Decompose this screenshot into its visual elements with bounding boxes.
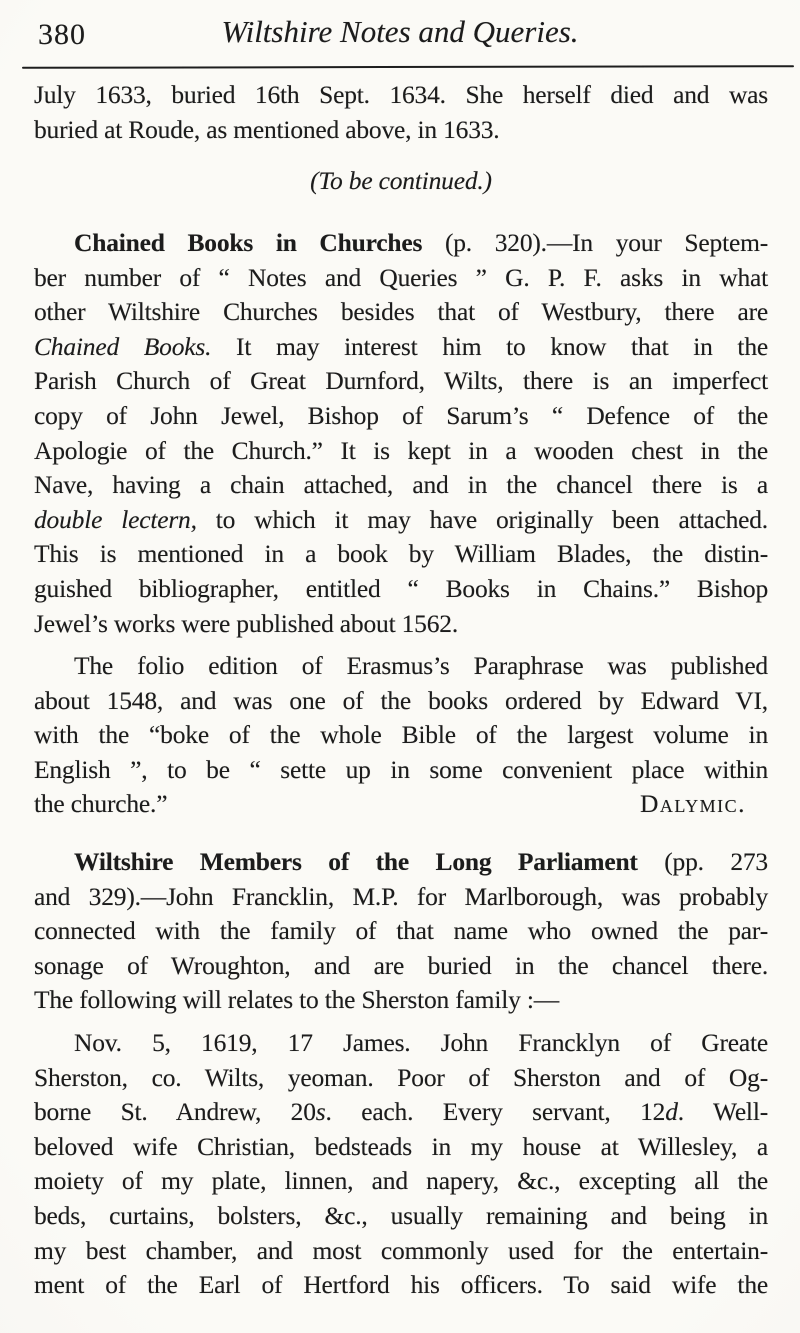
text-run: This is mentioned in a book by William Blades, the distin- — [34, 539, 768, 569]
bold-text-run: Wiltshire Members of the Long Parliament — [74, 847, 638, 876]
text-line — [34, 880, 768, 915]
text-line — [34, 684, 768, 719]
text-line — [34, 1199, 768, 1234]
text-run: The following will relates to the Sherston family :— — [34, 985, 560, 1015]
text-run: English ”, to be “ sette up in some convenient place within — [34, 754, 768, 784]
text-run: sonage of Wroughton, and are buried in the chancel there. — [34, 950, 768, 980]
text-run: (p. 320).—In your Septem- — [422, 228, 769, 257]
italic-text-run: double lectern, — [34, 504, 197, 534]
text-line — [34, 845, 768, 880]
text-run: about 1548, and was one of the books ordered by Edward VI, — [34, 685, 768, 715]
text-line — [34, 649, 768, 684]
text-run: connected with the family of that name who owned the par- — [34, 916, 768, 946]
text-run: with the “boke of the whole Bible of the largest volume in — [34, 720, 768, 750]
text-run: copy of John Jewel, Bishop of Sarum’s “ Defence of the — [34, 400, 768, 430]
text-run: beds, curtains, bolsters, &c., usually remaining and being in — [34, 1200, 768, 1230]
text-run: beloved wife Christian, bedsteads in my house at Willesley, a — [34, 1131, 768, 1161]
text-line — [34, 78, 768, 113]
continued-note — [34, 164, 768, 199]
text-run: Parish Church of Great Durnford, Wilts, there is an imperfect — [34, 366, 768, 396]
text-run: Sherston, co. Wilts, yeoman. Poor of Sherston and of Og- — [34, 1062, 768, 1092]
text-run: Apologie of the Church.” It is kept in a wooden chest in the — [34, 435, 768, 465]
article-chained-books — [34, 226, 768, 641]
text-run: Nave, having a chain attached, and in the chancel there is a — [34, 470, 768, 500]
text-run: ment of the Earl of Hertford his officers. To said wife the — [34, 1270, 768, 1300]
text-run: and 329).—John Francklin, M.P. for Marlborough, was probably — [34, 881, 768, 911]
italic-text-run: (To be continued.) — [310, 166, 492, 195]
text-line — [34, 164, 768, 199]
text-line — [34, 914, 768, 949]
text-line — [34, 983, 768, 1018]
text-line — [34, 1095, 768, 1130]
text-run: Jewel’s works were published about 1562. — [34, 608, 459, 638]
text-line — [34, 718, 768, 753]
text-run: guished bibliographer, entitled “ Books in Chains.” Bishop — [34, 573, 768, 603]
text-run: . each. Every servant, 12 — [325, 1097, 666, 1127]
text-run: It may interest him to know that in the — [211, 331, 768, 361]
text-run: buried at Roude, as mentioned above, in 1633. — [34, 114, 500, 144]
text-line — [34, 1130, 768, 1165]
text-run: to which it may have originally been attached. — [196, 504, 768, 534]
text-line — [34, 226, 768, 261]
bold-text-run: Chained Books in Churches — [74, 228, 423, 257]
text-line — [34, 607, 768, 642]
italic-text-run: d — [665, 1097, 678, 1127]
text-run: moiety of my plate, linnen, and napery, &c., excepting all the — [34, 1166, 768, 1196]
paragraph-francklyn-will — [34, 1026, 768, 1303]
text-line — [34, 503, 768, 538]
text-line — [34, 1268, 768, 1303]
text-line — [34, 295, 768, 330]
text-line — [34, 399, 768, 434]
text-line — [34, 572, 768, 607]
text-line — [34, 330, 768, 365]
text-line — [34, 949, 768, 984]
text-line — [34, 1061, 768, 1096]
text-line — [34, 537, 768, 572]
header-rule — [22, 65, 794, 69]
text-line — [34, 261, 768, 296]
article-long-parliament — [34, 845, 768, 1018]
text-run: my best chamber, and most commonly used for the entertain- — [34, 1235, 768, 1265]
text-run: (pp. 273 — [637, 847, 768, 876]
text-run: Nov. 5, 1619, 17 James. John Francklyn of Greate — [74, 1028, 768, 1057]
text-run: . Well- — [677, 1097, 768, 1127]
text-line — [34, 113, 768, 148]
paragraph-burial-continuation — [34, 78, 768, 147]
journal-title: Wiltshire Notes and Queries. — [221, 14, 579, 49]
text-run: The folio edition of Erasmus’s Paraphrase was published — [74, 651, 768, 680]
text-line — [34, 434, 768, 469]
text-run: ber number of “ Notes and Queries ” G. P. F. asks in what — [34, 262, 768, 292]
text-line — [34, 364, 768, 399]
text-line — [34, 1026, 768, 1061]
author-signature: Dalymic. — [640, 789, 746, 819]
italic-text-run: s — [315, 1097, 326, 1127]
text-line — [34, 468, 768, 503]
text-run: the churche.” — [34, 789, 168, 819]
text-line — [34, 1234, 768, 1269]
text-run: borne St. Andrew, 20 — [34, 1097, 316, 1127]
text-run: July 1633, buried 16th Sept. 1634. She herself died and was — [34, 80, 768, 109]
page-header — [34, 14, 766, 56]
text-line — [34, 753, 768, 788]
page-number: 380 — [38, 18, 86, 51]
text-line — [34, 787, 768, 822]
paragraph-erasmus-paraphrase — [34, 649, 768, 822]
italic-text-run: Chained Books. — [34, 331, 212, 361]
text-line — [34, 1164, 768, 1199]
text-run: other Wiltshire Churches besides that of Westbury, there are — [34, 297, 768, 327]
